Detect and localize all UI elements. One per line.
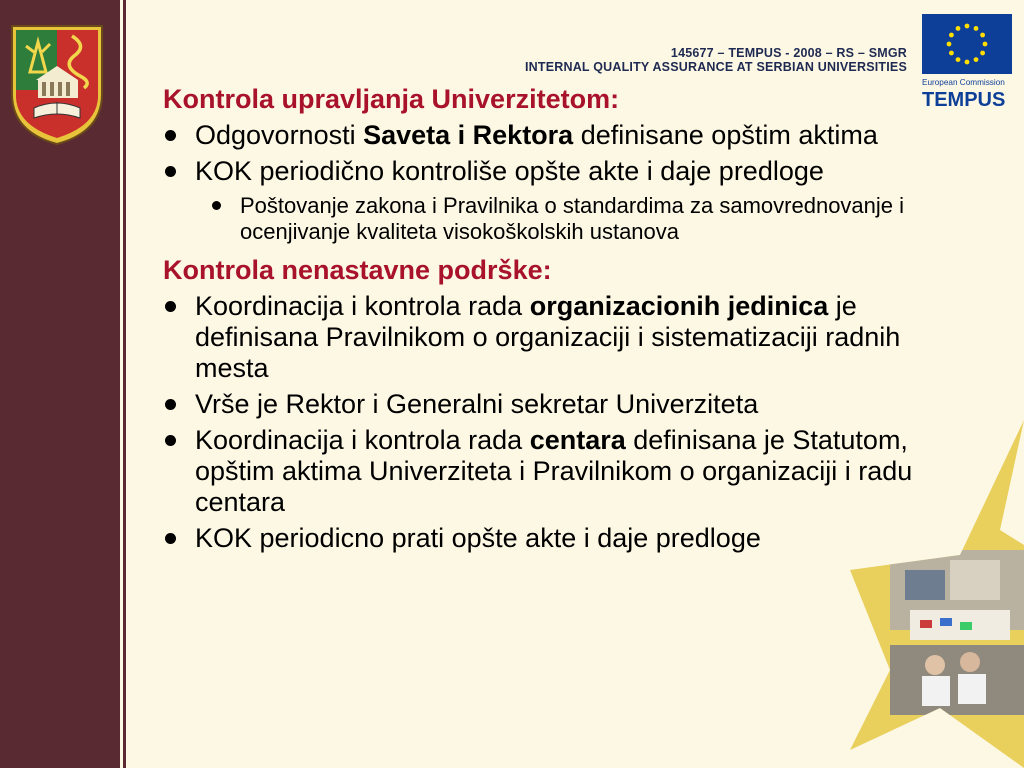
list-item: Vrše je Rektor i Generalni sekretar Univerziteta — [163, 389, 953, 420]
list-item: Koordinacija i kontrola rada centara definisana je Statutom, opštim aktima Univerziteta i Pravilnikom o organizaciji i radu centara — [163, 425, 953, 518]
project-title: INTERNAL QUALITY ASSURANCE AT SERBIAN UNIVERSITIES — [524, 60, 907, 74]
left-stripe — [123, 0, 126, 768]
list-item: KOK periodicno prati opšte akte i daje predloge — [163, 523, 953, 554]
eu-commission-label: European Commission — [922, 78, 1005, 87]
list-item: Koordinacija i kontrola rada organizacionih jedinica je definisana Pravilnikom o organizaciji i sistematizaciji radnih mesta — [163, 291, 953, 384]
list-item: Odgovornosti Saveta i Rektora definisane opštim aktima — [163, 120, 953, 151]
university-crest-icon — [8, 22, 106, 148]
section-heading-support: Kontrola nenastavne podrške: — [163, 255, 552, 285]
project-code: 145677 – TEMPUS - 2008 – RS – SMGR — [670, 46, 907, 60]
governance-list — [163, 120, 953, 245]
list-item: KOK periodično kontroliše opšte akte i daje predloge — [163, 156, 953, 187]
slide-content — [163, 84, 953, 554]
section-heading-governance: Kontrola upravljanja Univerzitetom: — [163, 84, 620, 114]
sub-list-item: Poštovanje zakona i Pravilnika o standardima za samovrednovanje i ocenjivanje kvaliteta visokoškolskih ustanova — [163, 193, 953, 245]
support-list — [163, 291, 953, 554]
tempus-label: TEMPUS — [922, 89, 1006, 110]
project-header — [525, 46, 907, 74]
